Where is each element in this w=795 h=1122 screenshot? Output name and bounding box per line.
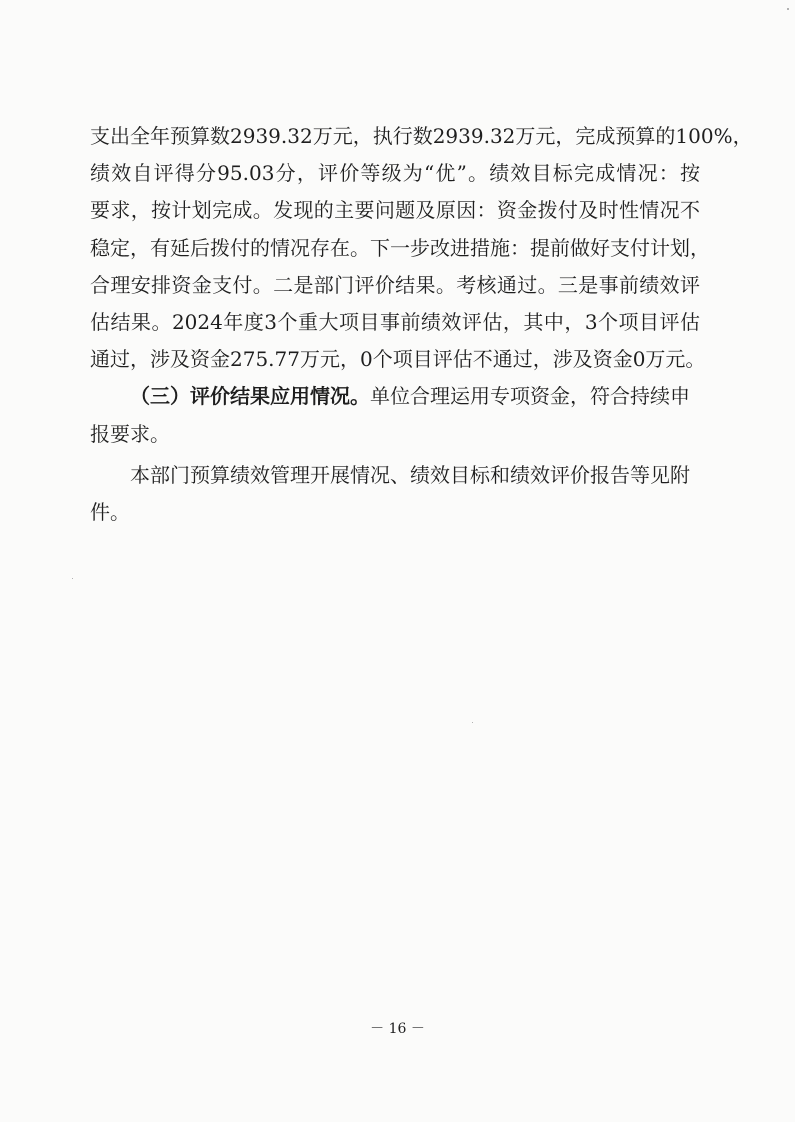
scan-speck (472, 722, 473, 723)
paragraph-line: 合理安排资金支付。二是部门评价结果。考核通过。三是事前绩效评 (90, 272, 700, 297)
paragraph-line: 绩效自评得分95.03分，评价等级为“优”。绩效目标完成情况：按 (90, 161, 700, 186)
section-three-text: 单位合理运用专项资金，符合持续申 (370, 384, 690, 409)
closing-line: 本部门预算绩效管理开展情况、绩效目标和绩效评价报告等见附 (130, 462, 690, 487)
section-three-line (90, 378, 700, 415)
paragraph-line: 通过，涉及资金275.77万元，0个项目评估不通过，涉及资金0万元。 (90, 347, 706, 372)
paragraph-line: 支出全年预算数2939.32万元，执行数2939.32万元，完成预算的100%， (90, 124, 753, 148)
closing-line-2: 件。 (90, 499, 130, 524)
paragraph-line: 要求，按计划完成。发现的主要问题及原因：资金拨付及时性情况不 (90, 198, 700, 223)
section-three-heading: （三）评价结果应用情况。 (130, 384, 370, 409)
section-three-line-2: 报要求。 (90, 421, 170, 446)
body-text (90, 118, 753, 531)
scan-speck (787, 8, 789, 10)
page-number: － 16 － (370, 1021, 425, 1037)
scan-speck (72, 578, 73, 579)
paragraph-line: 估结果。2024年度3个重大项目事前绩效评估，其中，3个项目评估 (90, 309, 700, 334)
paragraph-line: 稳定，有延后拨付的情况存在。下一步改进措施：提前做好支付计划， (90, 235, 710, 260)
